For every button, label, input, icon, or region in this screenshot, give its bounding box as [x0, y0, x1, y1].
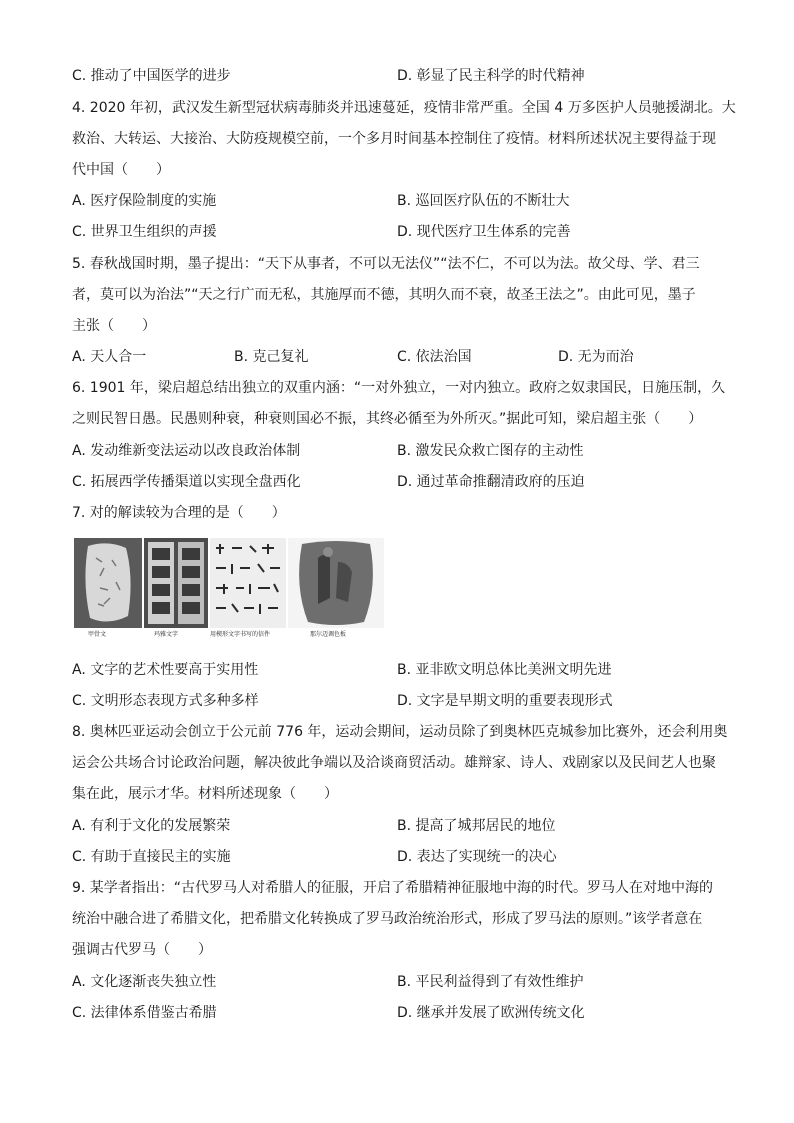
q7-option-d[interactable]: D. 文字是早期文明的重要表现形式 — [397, 693, 613, 709]
q6-option-d[interactable]: D. 通过革命推翻清政府的压迫 — [397, 474, 585, 490]
q6-option-a[interactable]: A. 发动维新变法运动以改良政治体制 — [72, 443, 301, 459]
q4-stem-line-2: 救治、大转运、大接治、大防疫规模空前，一个多月时间基本控制住了疫情。材料所述状况主要得益于现 — [72, 131, 716, 147]
q9-option-a[interactable]: A. 文化逐渐丧失独立性 — [72, 974, 217, 990]
q4-stem-line-3: 代中国（ ） — [72, 162, 170, 178]
q5-stem-line-1: 5. 春秋战国时期，墨子提出：“天下从事者，不可以无法仪”“法不仁，不可以为法。故父母、学、君三 — [72, 256, 700, 272]
q9-stem-line-3: 强调古代罗马（ ） — [72, 942, 212, 958]
q6-option-c[interactable]: C. 拓展西学传播渠道以实现全盘西化 — [72, 474, 301, 490]
q7-option-c[interactable]: C. 文明形态表现方式多种多样 — [72, 693, 259, 709]
q6-stem-line-1: 6. 1901 年，梁启超总结出独立的双重内涵：“一对外独立，一对内独立。政府之奴隶国民，日施压制，久 — [72, 380, 726, 396]
q4-option-b[interactable]: B. 巡回医疗队伍的不断壮大 — [397, 193, 570, 209]
q4-option-c[interactable]: C. 世界卫生组织的声援 — [72, 224, 217, 240]
q4-option-a[interactable]: A. 医疗保险制度的实施 — [72, 193, 217, 209]
caption-cuneiform-letter: 用楔形文字书写的信件 — [210, 631, 271, 638]
q5-option-d[interactable]: D. 无为而治 — [558, 349, 634, 365]
ancient-scripts-figure — [74, 538, 384, 643]
q8-stem-line-1: 8. 奥林匹亚运动会创立于公元前 776 年，运动会期间，运动员除了到奥林匹克城参加比赛外，还会利用奥 — [72, 724, 728, 740]
q3-option-d[interactable]: D. 彰显了民主科学的时代精神 — [397, 68, 585, 84]
q6-option-b[interactable]: B. 激发民众救亡图存的主动性 — [397, 443, 584, 459]
q5-option-b[interactable]: B. 克己复礼 — [234, 349, 309, 365]
cuneiform-letter-image — [210, 538, 286, 628]
q9-stem-line-2: 统治中融合进了希腊文化，把希腊文化转换成了罗马政治统治形式，形成了罗马法的原则。”该学者意在 — [72, 911, 703, 927]
q3-option-c[interactable]: C. 推动了中国医学的进步 — [72, 68, 231, 84]
q8-option-a[interactable]: A. 有利于文化的发展繁荣 — [72, 818, 231, 834]
q7-option-b[interactable]: B. 亚非欧文明总体比美洲文明先进 — [397, 662, 612, 678]
q5-option-a[interactable]: A. 天人合一 — [72, 349, 147, 365]
maya-glyph-image — [144, 538, 208, 628]
q8-option-b[interactable]: B. 提高了城邦居民的地位 — [397, 818, 556, 834]
oracle-bone-image — [74, 538, 142, 628]
q9-stem-line-1: 9. 某学者指出：“古代罗马人对希腊人的征服，开启了希腊精神征服地中海的时代。罗马人在对地中海的 — [72, 880, 714, 896]
q7-option-a[interactable]: A. 文字的艺术性要高于实用性 — [72, 662, 259, 678]
q8-option-d[interactable]: D. 表达了实现统一的决心 — [397, 849, 557, 865]
q5-stem-line-2: 者，莫可以为治法”“天之行广而无私，其施厚而不德，其明久而不衰，故圣王法之”。由此可见，墨子 — [72, 287, 696, 303]
q4-stem-line-1: 4. 2020 年初，武汉发生新型冠状病毒肺炎并迅速蔓延，疫情非常严重。全国 4 万多医护人员驰援湖北。大 — [72, 100, 736, 116]
q4-option-d[interactable]: D. 现代医疗卫生体系的完善 — [397, 224, 571, 240]
q9-option-c[interactable]: C. 法律体系借鉴古希腊 — [72, 1005, 217, 1021]
q5-option-c[interactable]: C. 依法治国 — [397, 349, 472, 365]
caption-oracle-bone: 甲骨文 — [88, 631, 107, 638]
q8-stem-line-3: 集在此，展示才华。材料所述现象（ ） — [72, 786, 338, 802]
caption-maya-script: 玛雅文字 — [154, 631, 179, 638]
q5-stem-line-3: 主张（ ） — [72, 318, 156, 334]
q7-stem: 7. 对的解读较为合理的是（ ） — [72, 505, 286, 521]
q8-option-c[interactable]: C. 有助于直接民主的实施 — [72, 849, 231, 865]
caption-narmer-palette: 那尔迈调色板 — [310, 631, 347, 638]
q9-option-d[interactable]: D. 继承并发展了欧洲传统文化 — [397, 1005, 585, 1021]
q9-option-b[interactable]: B. 平民利益得到了有效性维护 — [397, 974, 584, 990]
q6-stem-line-2: 之则民智日愚。民愚则种衰，种衰则国必不振，其终必循至为外所灭。”据此可知，梁启超主张（ ） — [72, 411, 703, 427]
narmer-palette-image — [288, 538, 384, 628]
q8-stem-line-2: 运会公共场合讨论政治问题，解决彼此争端以及洽谈商贸活动。雄辩家、诗人、戏剧家以及民间艺人也聚 — [72, 755, 716, 771]
